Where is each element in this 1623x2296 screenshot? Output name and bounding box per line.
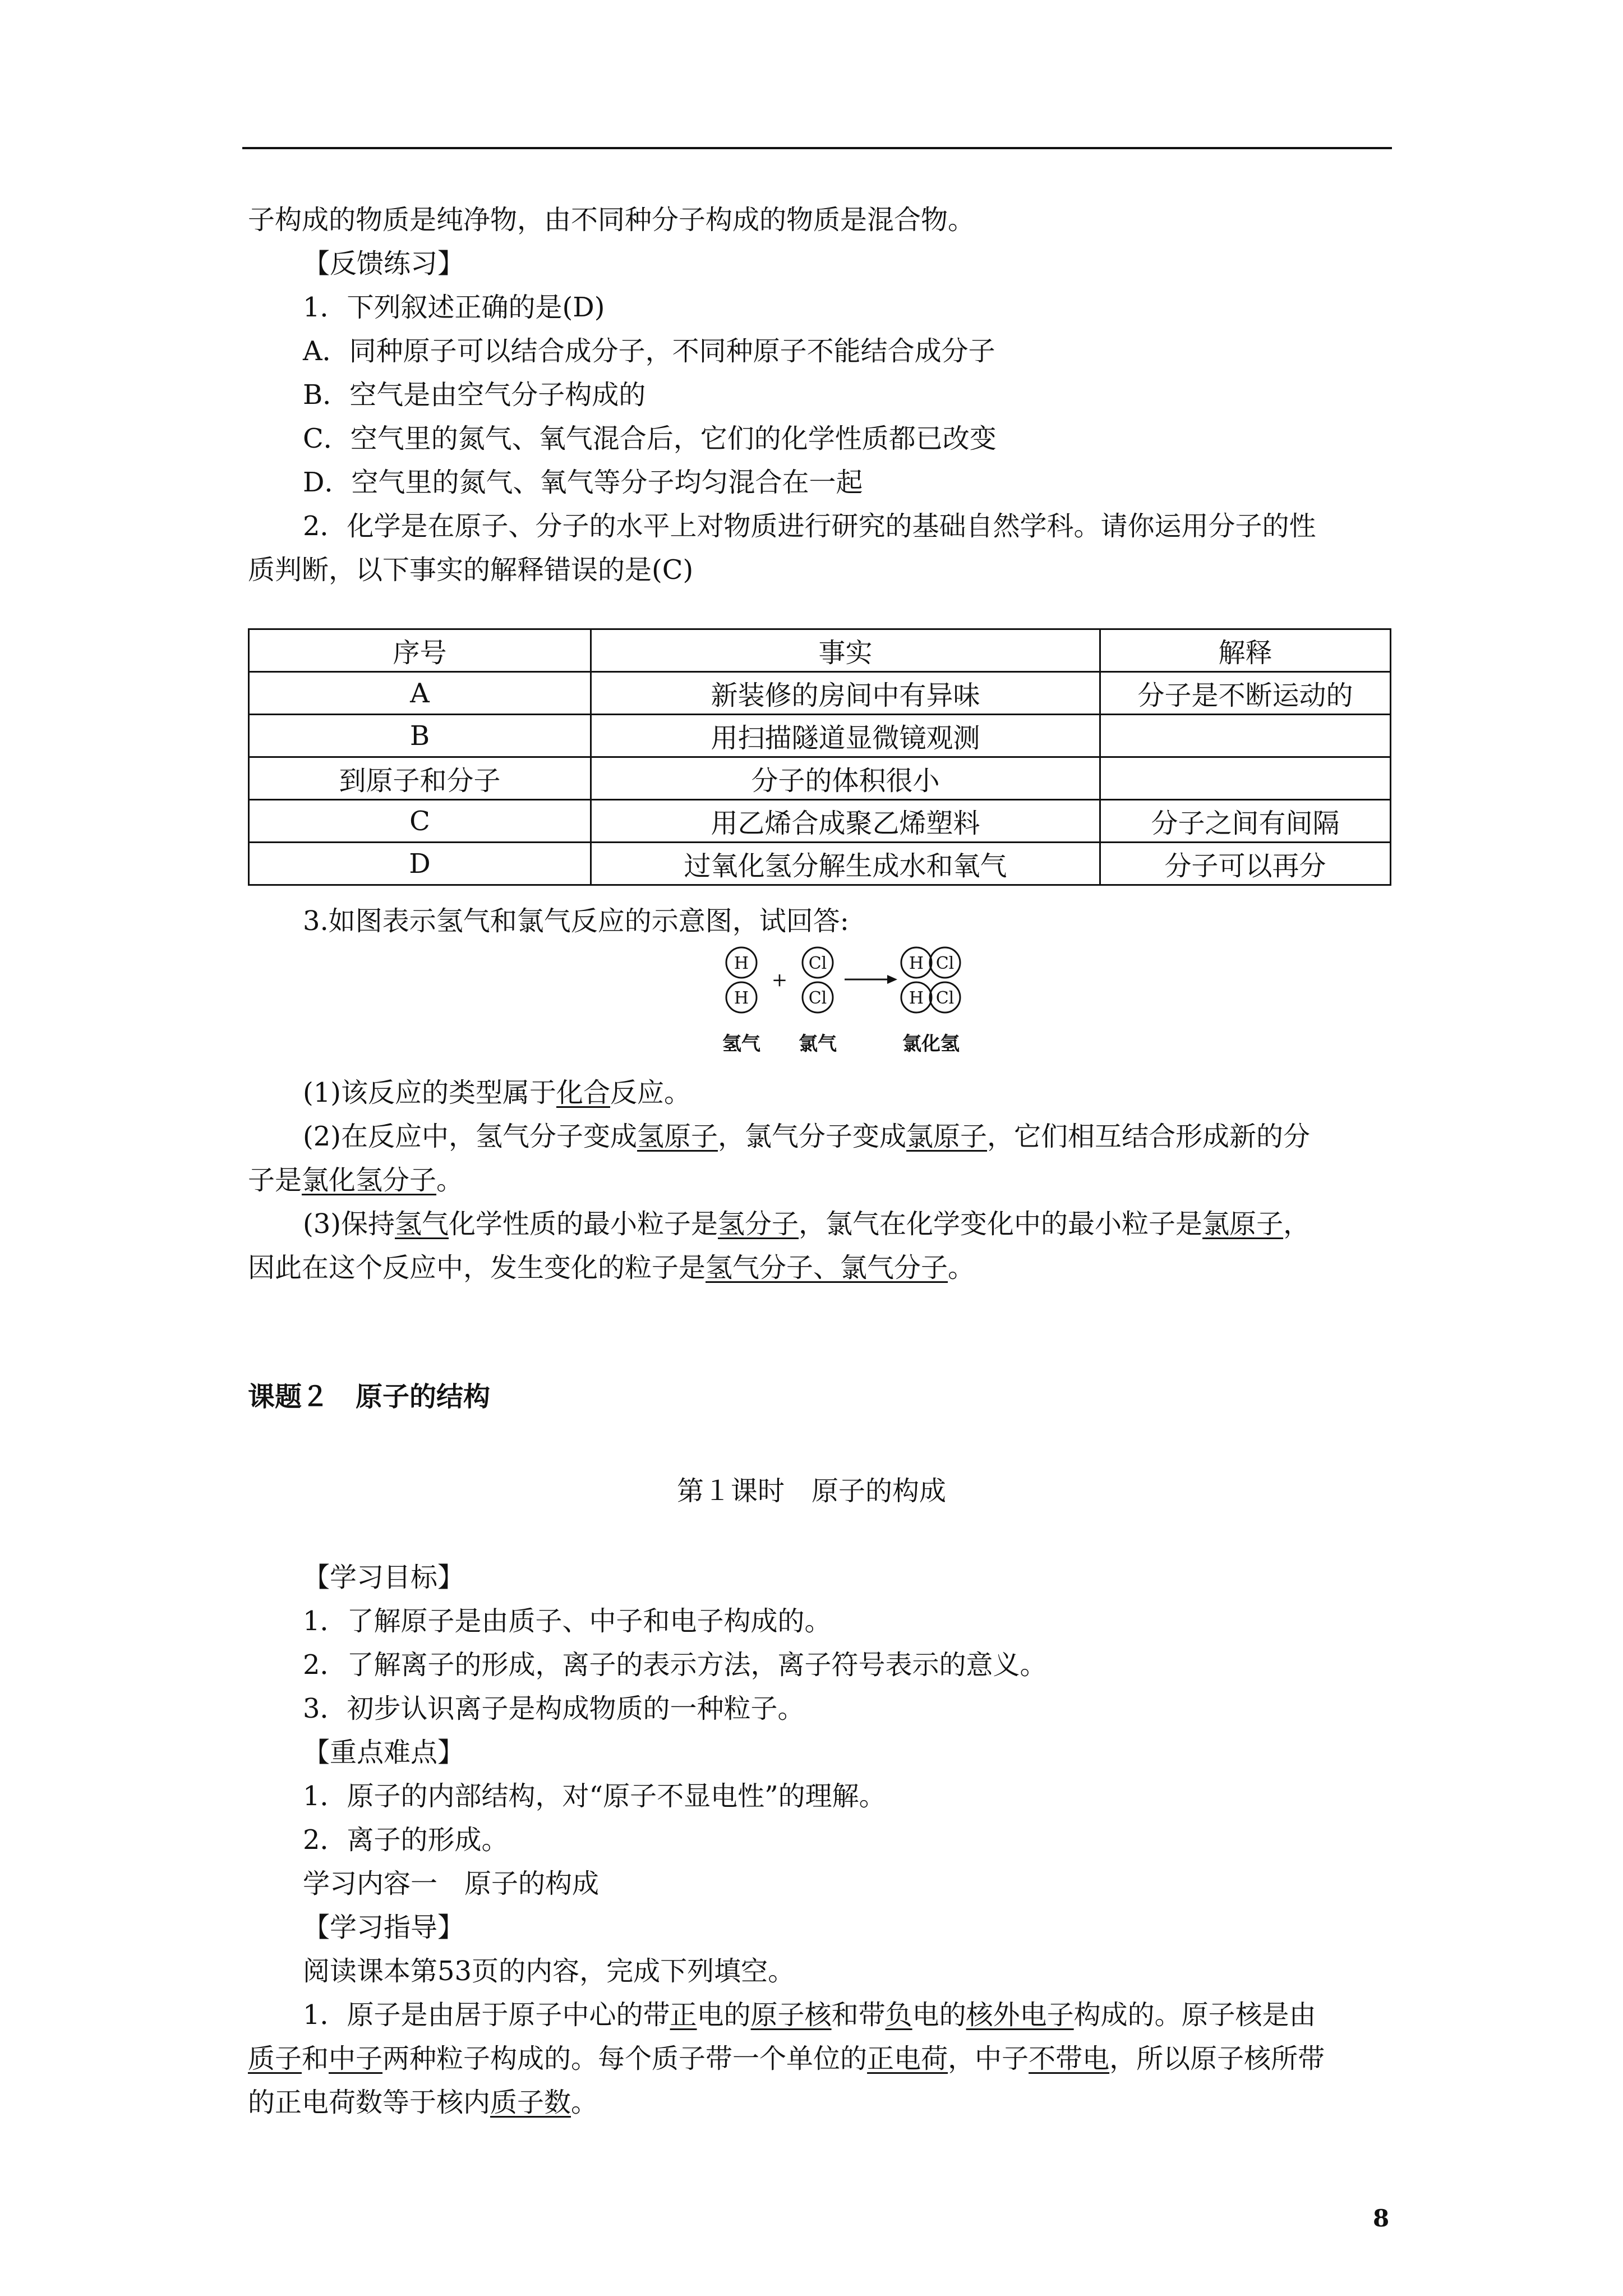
- table-cell: C: [249, 800, 591, 843]
- answer-blank: 氢气: [395, 1208, 449, 1240]
- atom-label: H: [734, 954, 749, 973]
- guide-text: 阅读课本第53页的内容，完成下列填空。: [303, 1955, 795, 1987]
- text-run: 电的: [697, 1999, 751, 2031]
- q1-option-d: D．空气里的氮气、氧气等分子均匀混合在一起: [303, 467, 863, 498]
- table-cell: 到原子和分子: [249, 757, 591, 800]
- content-title: 学习内容一 原子的构成: [303, 1868, 600, 1899]
- atom-label: Cl: [935, 988, 955, 1008]
- key-point-item: 2．离子的形成。: [303, 1824, 509, 1856]
- answer-blank: 氯原子: [906, 1121, 988, 1152]
- label-chlorine: 氯气: [799, 1033, 837, 1055]
- reaction-arrow-head: [887, 975, 897, 984]
- header-rule: [242, 147, 1392, 149]
- table-cell: [1100, 757, 1391, 800]
- fill-line-2: [248, 2042, 1325, 2076]
- answer-blank: 氢分子: [718, 1208, 799, 1240]
- reaction-diagram: [712, 942, 970, 1060]
- atom-label: Cl: [808, 988, 827, 1008]
- answer-blank: 氯原子: [1202, 1208, 1284, 1240]
- text-run: 和带: [831, 1999, 886, 2031]
- key-points-header: 【重点难点】: [303, 1737, 465, 1768]
- fill-line-1: [303, 1998, 1316, 2032]
- text-run: 因此在这个反应中，发生变化的粒子是: [248, 1252, 706, 1283]
- answer-blank: 氢气分子、氯气分子: [706, 1252, 948, 1283]
- objective-item: 3．初步认识离子是构成物质的一种粒子。: [303, 1693, 805, 1724]
- table-header-row: [249, 629, 1391, 672]
- answer-blank: 化合: [556, 1077, 611, 1108]
- label-hydrogen-chloride: 氯化氢: [902, 1033, 960, 1055]
- table-cell: 用乙烯合成聚乙烯塑料: [591, 800, 1100, 843]
- text-run: 两种粒子构成的。每个质子带一个单位的: [382, 2043, 868, 2074]
- q3-answer-3-line1: [303, 1207, 1310, 1241]
- text-run: 子是: [248, 1165, 302, 1196]
- text-run: ，所以原子核所带: [1109, 2043, 1325, 2074]
- q3-answer-3-line2: [248, 1251, 975, 1285]
- table-cell: 分子是不断运动的: [1100, 672, 1391, 715]
- q1-option-a: A．同种原子可以结合成分子，不同种原子不能结合成分子: [303, 335, 995, 367]
- lesson-title: 第１课时 原子的构成: [676, 1475, 946, 1507]
- table-cell: 分子的体积很小: [591, 757, 1100, 800]
- table-row: [249, 672, 1391, 715]
- atom-label: Cl: [808, 954, 827, 973]
- table-header-cell: 解释: [1100, 629, 1391, 672]
- q2-stem-line2: 质判断，以下事实的解释错误的是(C): [248, 554, 694, 586]
- table-row: [249, 843, 1391, 885]
- text-run: 。: [571, 2087, 598, 2118]
- answer-blank: 不带电: [1029, 2043, 1110, 2074]
- answer-blank: 氢原子: [637, 1121, 718, 1152]
- atom-label: H: [909, 988, 924, 1008]
- answer-blank: 质子: [248, 2043, 302, 2074]
- continuation-text: 子构成的物质是纯净物，由不同种分子构成的物质是混合物。: [248, 204, 975, 236]
- label-hydrogen: 氢气: [722, 1033, 760, 1055]
- objective-item: 2．了解离子的形成，离子的表示方法，离子符号表示的意义。: [303, 1649, 1047, 1681]
- answer-blank: 负: [885, 1999, 912, 2031]
- answer-blank: 正电荷: [867, 2043, 948, 2074]
- q3-answer-2-line2: [248, 1163, 463, 1197]
- text-run: 构成的。原子核是由: [1073, 1999, 1316, 2031]
- objective-item: 1．了解原子是由质子、中子和电子构成的。: [303, 1605, 832, 1637]
- text-run: 。: [436, 1165, 464, 1196]
- answer-blank: 原子核: [750, 1999, 832, 2031]
- answer-blank: 中子: [329, 2043, 383, 2074]
- q3-answer-1: [303, 1076, 691, 1110]
- q1-option-b: B．空气是由空气分子构成的: [303, 379, 646, 411]
- q1-option-c: C．空气里的氮气、氧气混合后，它们的化学性质都已改变: [303, 423, 997, 454]
- text-run: (3)保持: [303, 1208, 395, 1240]
- text-run: 电的: [912, 1999, 966, 2031]
- q3-answer-2-line1: [303, 1120, 1310, 1153]
- atom-label: Cl: [935, 954, 955, 973]
- text-run: ，氯气分子变成: [718, 1121, 907, 1152]
- answer-blank: 核外电子: [966, 1999, 1074, 2031]
- key-point-item: 1．原子的内部结构，对“原子不显电性”的理解。: [303, 1780, 886, 1812]
- table-row: [249, 800, 1391, 843]
- topic-title: 课题２ 原子的结构: [248, 1381, 491, 1412]
- text-run: (1)该反应的类型属于: [303, 1077, 556, 1108]
- answer-blank: 正: [670, 1999, 697, 2031]
- page-number: 8: [1373, 2205, 1390, 2232]
- plus-sign: +: [771, 969, 788, 991]
- text-run: ，氯气在化学变化中的最小粒子是: [799, 1208, 1203, 1240]
- answer-blank: 氯化氢分子: [302, 1165, 437, 1196]
- table-cell: 新装修的房间中有异味: [591, 672, 1100, 715]
- text-run: 和: [302, 2043, 329, 2074]
- q3-stem: 3.如图表示氢气和氯气反应的示意图，试回答:: [303, 905, 849, 937]
- text-run: (2)在反应中，氢气分子变成: [303, 1121, 637, 1152]
- table-row: [249, 715, 1391, 757]
- q2-stem-line1: 2．化学是在原子、分子的水平上对物质进行研究的基础自然学科。请你运用分子的性: [303, 510, 1316, 542]
- text-run: 的正电荷数等于核内: [248, 2087, 491, 2118]
- guide-header: 【学习指导】: [303, 1912, 465, 1943]
- table-row: [249, 757, 1391, 800]
- table-cell: 用扫描隧道显微镜观测: [591, 715, 1100, 757]
- text-run: ，: [1283, 1208, 1311, 1240]
- objectives-header: 【学习目标】: [303, 1562, 465, 1593]
- answer-blank: 质子数: [490, 2087, 571, 2118]
- atom-label: H: [734, 988, 749, 1008]
- table-header-cell: 序号: [249, 629, 591, 672]
- table-cell: 分子可以再分: [1100, 843, 1391, 885]
- table-cell: B: [249, 715, 591, 757]
- text-run: ，中子: [948, 2043, 1029, 2074]
- feedback-header: 【反馈练习】: [303, 248, 465, 279]
- fill-line-3: [248, 2086, 598, 2119]
- table-cell: 过氧化氢分解生成水和氧气: [591, 843, 1100, 885]
- table-cell: D: [249, 843, 591, 885]
- text-run: 。: [948, 1252, 975, 1283]
- q1-stem: 1．下列叙述正确的是(D): [303, 292, 605, 323]
- text-run: 化学性质的最小粒子是: [449, 1208, 718, 1240]
- text-run: 反应。: [610, 1077, 691, 1108]
- table-cell: A: [249, 672, 591, 715]
- text-run: 1．原子是由居于原子中心的带: [303, 1999, 670, 2031]
- q2-table: [248, 628, 1391, 886]
- text-run: ，它们相互结合形成新的分: [987, 1121, 1311, 1152]
- table-cell: 分子之间有间隔: [1100, 800, 1391, 843]
- table-cell: [1100, 715, 1391, 757]
- table-header-cell: 事实: [591, 629, 1100, 672]
- atom-label: H: [909, 954, 924, 973]
